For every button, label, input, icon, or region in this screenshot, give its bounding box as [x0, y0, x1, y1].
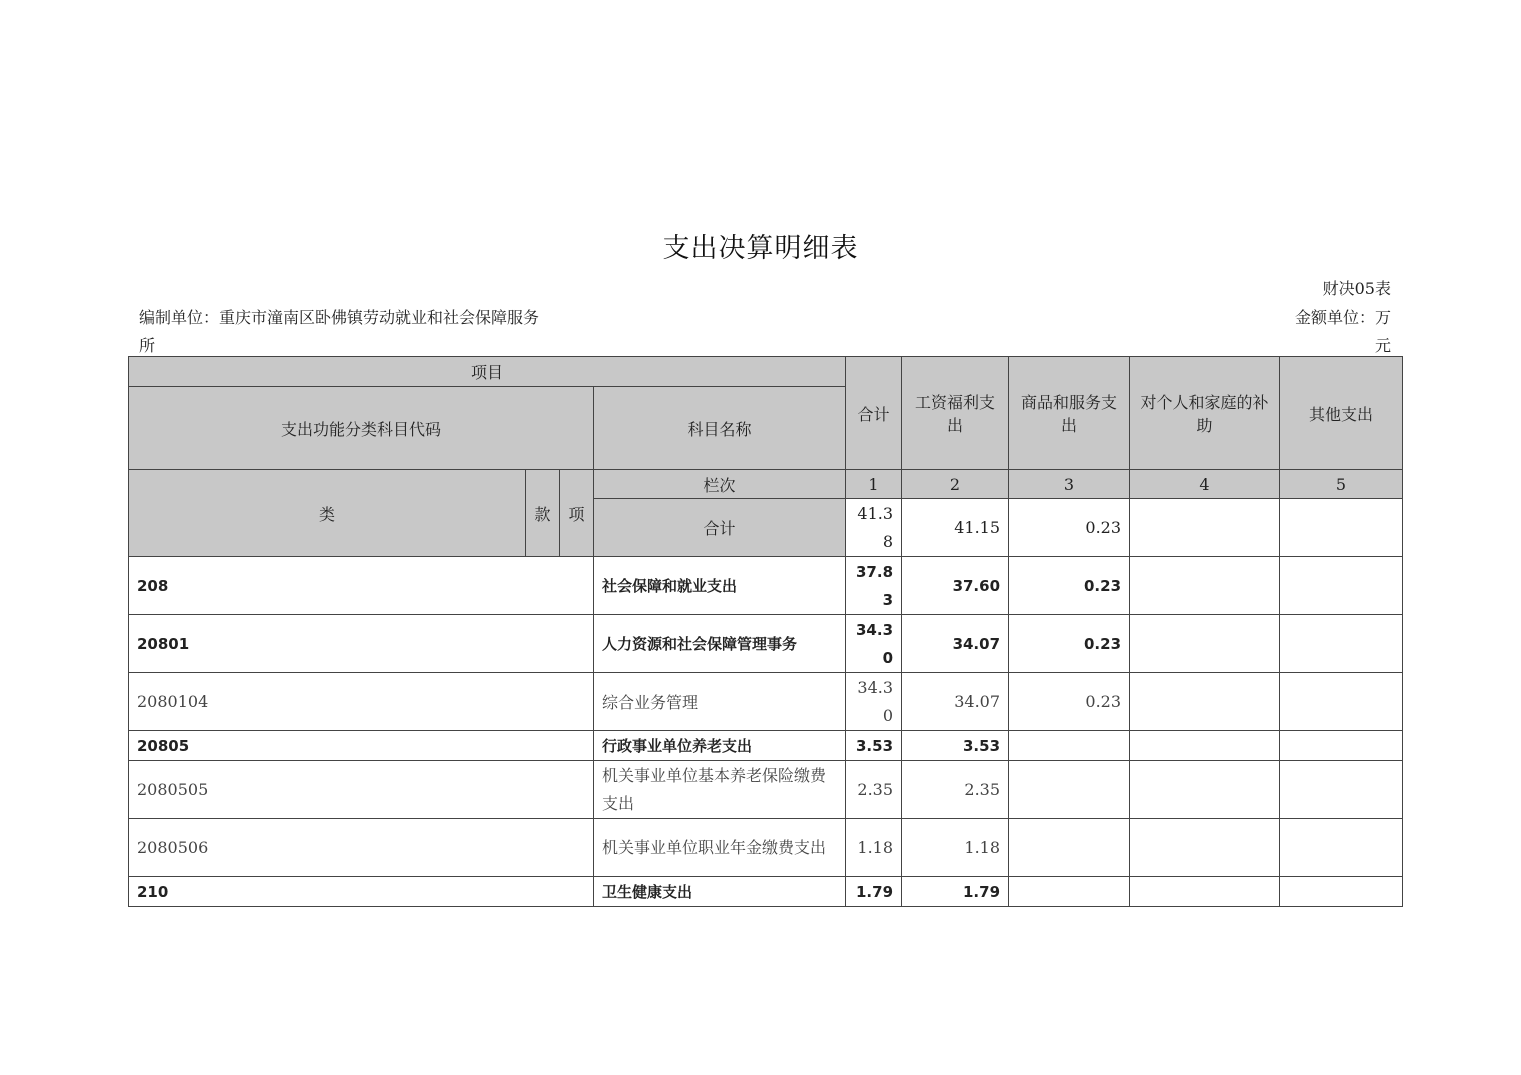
- row-code: 2080506: [129, 819, 594, 877]
- header-kuan: 款: [526, 470, 560, 557]
- row-total: 34.30: [846, 615, 902, 673]
- total-other: [1280, 499, 1403, 557]
- row-goods: [1009, 761, 1130, 819]
- row-other: [1280, 557, 1403, 615]
- row-wages: 1.79: [902, 877, 1009, 907]
- col-num-4: 4: [1130, 470, 1280, 499]
- row-wages: 37.60: [902, 557, 1009, 615]
- row-goods: 0.23: [1009, 673, 1130, 731]
- row-name: 行政事业单位养老支出: [594, 731, 846, 761]
- row-goods: [1009, 819, 1130, 877]
- row-code: 20801: [129, 615, 594, 673]
- header-code: 支出功能分类科目代码: [129, 387, 594, 470]
- organization-label: 编制单位：重庆市潼南区卧佛镇劳动就业和社会保障服务所: [139, 308, 540, 355]
- amount-unit-label: 金额单位：万元: [1294, 308, 1391, 355]
- row-total: 2.35: [846, 761, 902, 819]
- row-personal: [1130, 819, 1280, 877]
- row-total: 34.30: [846, 673, 902, 731]
- row-wages: 2.35: [902, 761, 1009, 819]
- row-code: 2080104: [129, 673, 594, 731]
- total-wages: 41.15: [902, 499, 1009, 557]
- row-personal: [1130, 877, 1280, 907]
- row-personal: [1130, 557, 1280, 615]
- row-other: [1280, 761, 1403, 819]
- row-total: 1.79: [846, 877, 902, 907]
- row-other: [1280, 673, 1403, 731]
- table-row: [129, 819, 1403, 877]
- row-name: 人力资源和社会保障管理事务: [594, 615, 846, 673]
- row-other: [1280, 819, 1403, 877]
- row-goods: [1009, 877, 1130, 907]
- row-wages: 34.07: [902, 615, 1009, 673]
- table-row: [129, 557, 1403, 615]
- header-personal: 对个人和家庭的补助: [1130, 357, 1280, 470]
- row-code: 210: [129, 877, 594, 907]
- row-code: 208: [129, 557, 594, 615]
- row-personal: [1130, 731, 1280, 761]
- header-project: 项目: [129, 357, 846, 387]
- header-total: 合计: [846, 357, 902, 470]
- header-goods: 商品和服务支出: [1009, 357, 1130, 470]
- row-name: 综合业务管理: [594, 673, 846, 731]
- row-personal: [1130, 673, 1280, 731]
- row-wages: 3.53: [902, 731, 1009, 761]
- total-goods: 0.23: [1009, 499, 1130, 557]
- row-name: 卫生健康支出: [594, 877, 846, 907]
- table-row: [129, 877, 1403, 907]
- row-name: 机关事业单位职业年金缴费支出: [594, 819, 846, 877]
- header-row-lanci: [129, 470, 1403, 499]
- row-other: [1280, 877, 1403, 907]
- header-lei: 类: [129, 470, 526, 557]
- total-personal: [1130, 499, 1280, 557]
- table-row: [129, 615, 1403, 673]
- row-other: [1280, 731, 1403, 761]
- col-num-2: 2: [902, 470, 1009, 499]
- form-number: 财决05表: [1322, 279, 1391, 298]
- header-xiang: 项: [560, 470, 594, 557]
- row-name: 社会保障和就业支出: [594, 557, 846, 615]
- row-total: 37.83: [846, 557, 902, 615]
- row-personal: [1130, 615, 1280, 673]
- row-total: 3.53: [846, 731, 902, 761]
- row-name: 机关事业单位基本养老保险缴费支出: [594, 761, 846, 819]
- total-label: 合计: [594, 499, 846, 557]
- page-title: 支出决算明细表: [662, 233, 859, 264]
- header-name: 科目名称: [594, 387, 846, 470]
- col-num-1: 1: [846, 470, 902, 499]
- row-goods: 0.23: [1009, 615, 1130, 673]
- row-wages: 34.07: [902, 673, 1009, 731]
- expenditure-table: [128, 356, 1403, 907]
- col-num-3: 3: [1009, 470, 1130, 499]
- header-lanci: 栏次: [594, 470, 846, 499]
- total-amount: 41.38: [846, 499, 902, 557]
- row-wages: 1.18: [902, 819, 1009, 877]
- row-total: 1.18: [846, 819, 902, 877]
- row-goods: 0.23: [1009, 557, 1130, 615]
- col-num-5: 5: [1280, 470, 1403, 499]
- row-code: 2080505: [129, 761, 594, 819]
- row-goods: [1009, 731, 1130, 761]
- row-code: 20805: [129, 731, 594, 761]
- header-other: 其他支出: [1280, 357, 1403, 470]
- row-other: [1280, 615, 1403, 673]
- header-row-project: [129, 357, 1403, 387]
- table-row: [129, 761, 1403, 819]
- row-personal: [1130, 761, 1280, 819]
- header-wages: 工资福利支出: [902, 357, 1009, 470]
- table-row: [129, 673, 1403, 731]
- table-row: [129, 731, 1403, 761]
